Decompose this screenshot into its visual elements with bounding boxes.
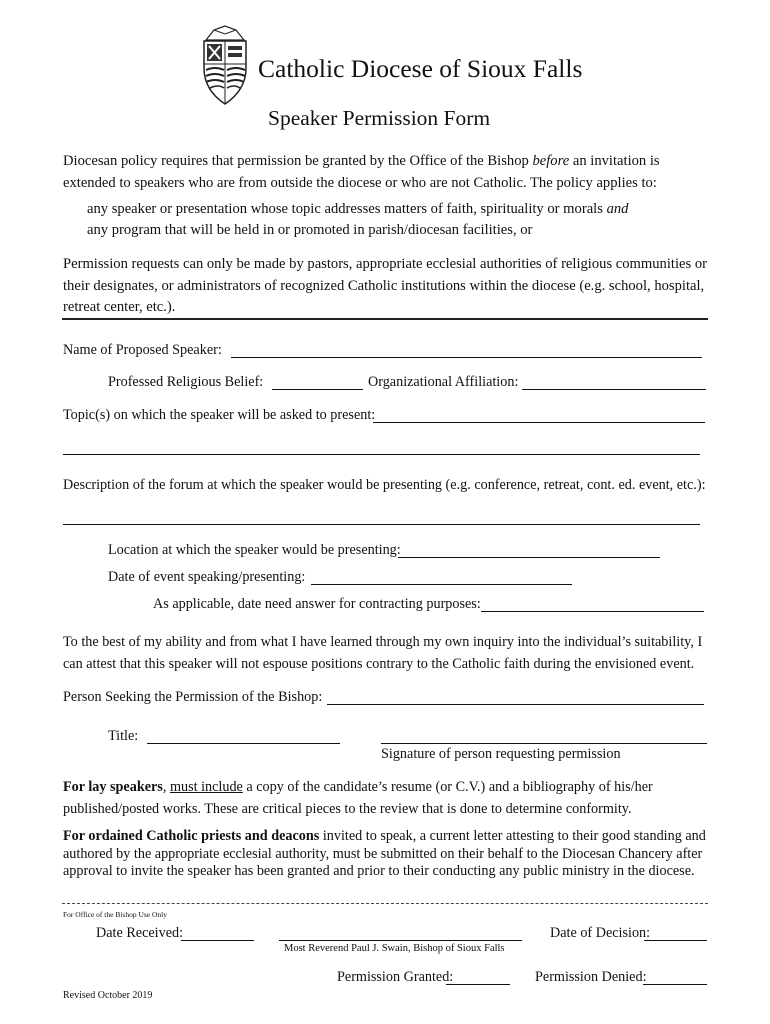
person-seeking-label: Person Seeking the Permission of the Bishop: [63,689,323,705]
policy-intro-emphasis: before [532,153,570,169]
person-seeking-field[interactable] [327,690,704,705]
location-label: Location at which the speaker would be presenting: [108,542,401,558]
permission-granted-field[interactable] [446,970,510,985]
bishop-caption: Most Reverend Paul J. Swain, Bishop of Sioux Falls [284,943,505,954]
policy-bullet-2: any program that will be held in or promoted in parish/diocesan facilities, or [87,222,533,238]
speaker-name-row [63,342,222,359]
permission-granted-label: Permission Granted: [337,969,454,985]
organization-name: Catholic Diocese of Sioux Falls [258,54,583,83]
section-divider [62,318,708,320]
topics-label: Topic(s) on which the speaker will be asked to present: [63,407,376,423]
attestation-text: To the best of my ability and from what I have learned through my own inquiry into the individual’s suitability, I can attest that this speaker will not espouse positions contrary to the Catholic faith during the envisioned event. [63,634,703,672]
title-field[interactable] [147,729,340,744]
lay-speakers-text: a copy of the candidate’s resume (or C.V.) and a bibliography of his/her published/posted works. These are critical pieces to the review that is done to determine conformity. [63,779,653,817]
form-title: Speaker Permission Form [268,106,491,130]
policy-bullet-1 [87,201,628,218]
date-decision-field[interactable] [644,926,707,941]
location-field[interactable] [398,543,660,558]
office-use-divider [62,903,708,904]
policy-bullet-1-text: any speaker or presentation whose topic addresses matters of faith, spirituality or morals [87,201,607,217]
policy-intro-text-2: an invitation is extended to speakers who are from outside the diocese or who are not Catholic. The policy applies to: [63,153,660,191]
date-decision-label: Date of Decision: [550,925,651,941]
lay-speakers-note [63,777,713,820]
speaker-name-label: Name of Proposed Speaker: [63,342,222,358]
event-date-field[interactable] [311,570,572,585]
forum-label: Description of the forum at which the speaker would be presenting (e.g. conference, retreat, cont. ed. event, etc.): [63,477,706,493]
title-label: Title: [108,728,139,744]
lay-speakers-comma: , [162,779,170,795]
contract-date-label: As applicable, date need answer for contracting purposes: [153,596,481,612]
policy-intro [63,151,713,194]
contract-date-field[interactable] [481,597,704,612]
date-received-label: Date Received: [96,925,184,941]
topics-field-line-2[interactable] [63,440,700,455]
lay-speakers-must-include: must include [169,779,243,795]
signature-caption: Signature of person requesting permission [381,746,621,762]
diocese-coat-of-arms-icon [196,24,254,106]
religious-belief-field[interactable] [272,375,363,390]
event-date-label: Date of event speaking/presenting: [108,569,306,585]
affiliation-field[interactable] [522,375,706,390]
ordained-heading: For ordained Catholic priests and deacons [63,828,320,844]
affiliation-label: Organizational Affiliation: [368,374,519,390]
bishop-signature-field[interactable] [279,926,522,941]
permission-denied-label: Permission Denied: [535,969,647,985]
permission-denied-field[interactable] [643,970,707,985]
revision-note: Revised October 2019 [63,990,153,1001]
policy-intro-text: Diocesan policy requires that permission be granted by the Office of the Bishop [63,153,533,169]
date-received-field[interactable] [181,926,254,941]
permission-requests-text: Permission requests can only be made by pastors, appropriate ecclesial authorities of religious communities or their designates, or administrators of recognized Catholic institutions within the diocese (e.g. school, hospital, retreat center, etc.). [63,256,707,315]
lay-speakers-heading: For lay speakers [63,779,163,795]
ordained-note [63,828,713,881]
topics-field[interactable] [373,408,705,423]
office-use-heading: For Office of the Bishop Use Only [63,910,168,919]
religious-belief-label: Professed Religious Belief: [108,374,264,390]
speaker-name-field[interactable] [231,343,702,358]
signature-field[interactable] [381,729,707,744]
forum-field[interactable] [63,510,700,525]
ordained-text: invited to speak, a current letter attesting to their good standing and authored by the appropriate ecclesial authority, must be submitted on their behalf to the Diocesan Chancery after approval to invite the speaker has been granted and prior to their conducting any public ministry in the diocese. [63,828,706,879]
policy-bullet-1-emphasis: and [606,201,629,217]
